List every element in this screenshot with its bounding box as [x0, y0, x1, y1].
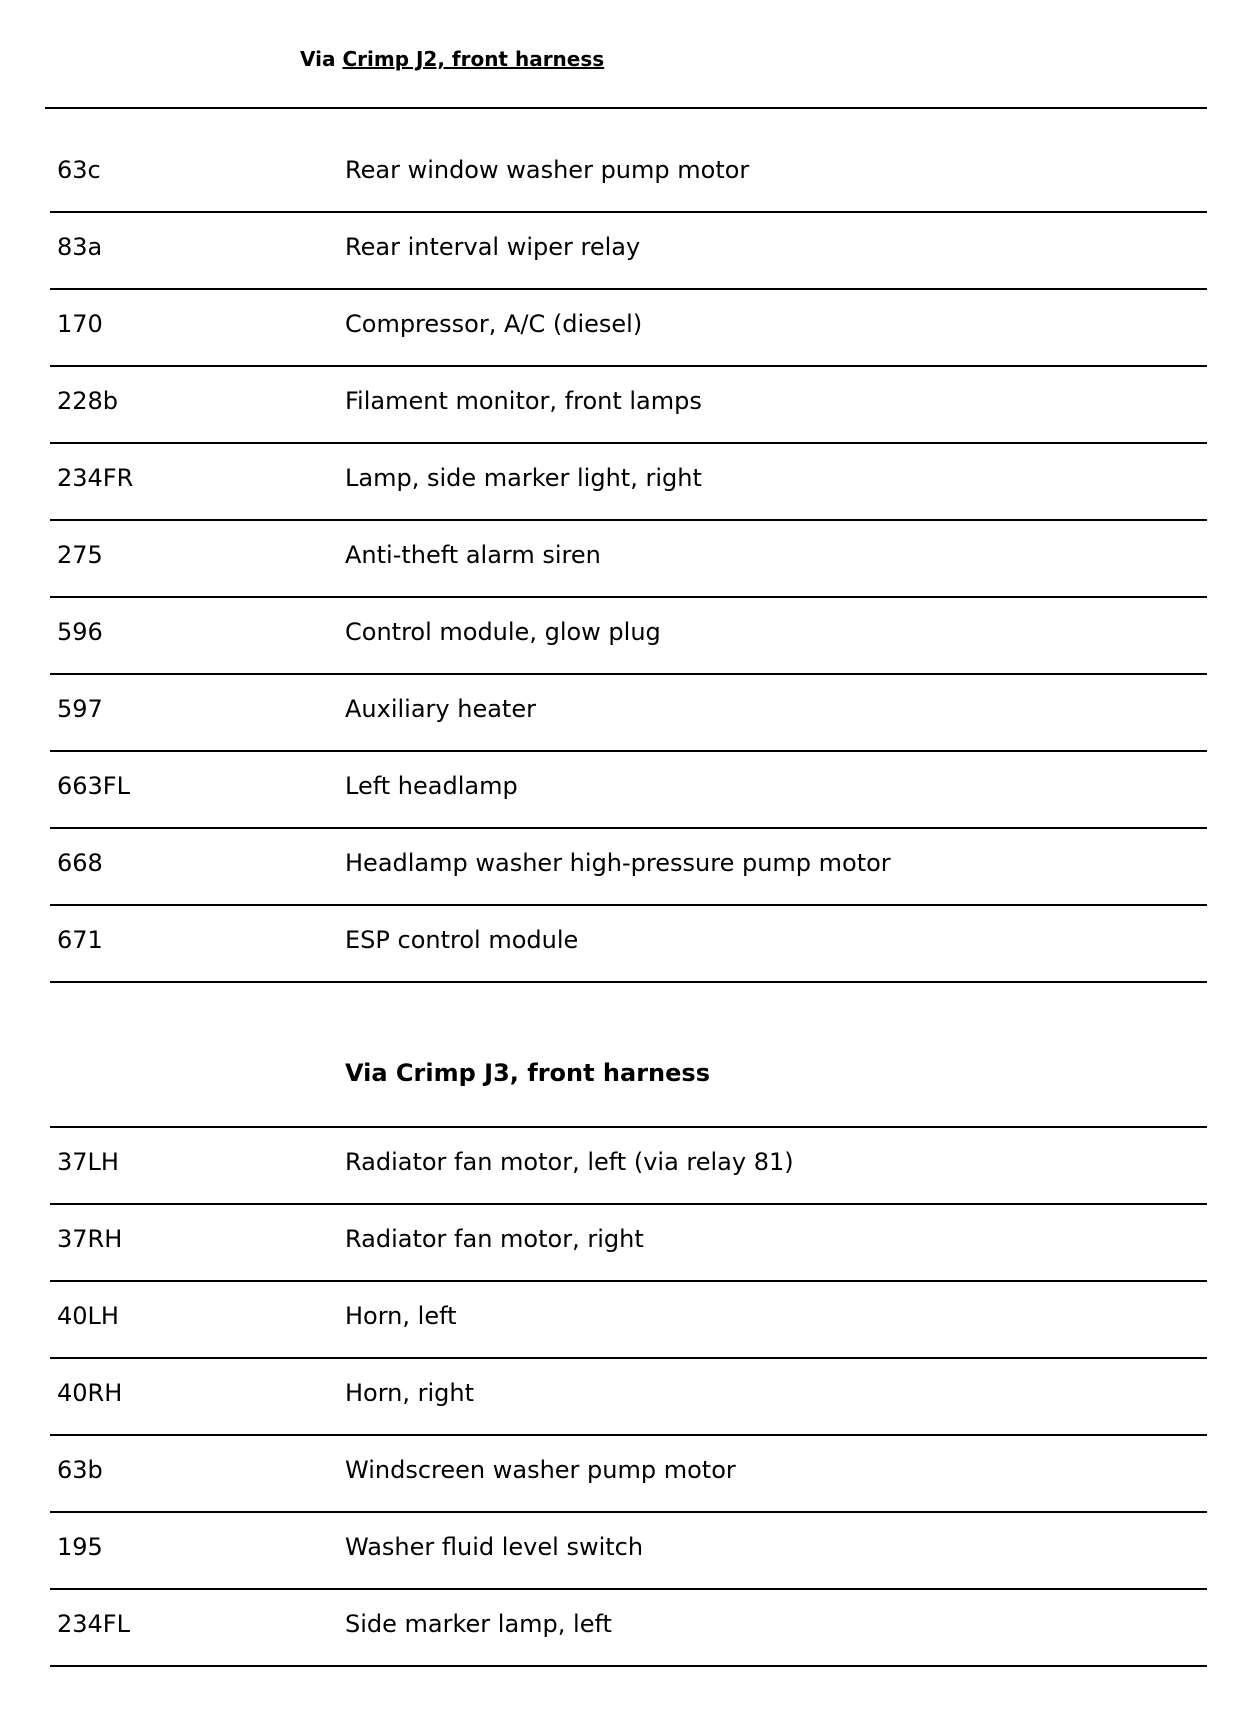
table-row [50, 1436, 1207, 1513]
component-description: Compressor, A/C (diesel) [345, 310, 643, 338]
component-code: 40LH [57, 1302, 119, 1330]
component-code: 228b [57, 387, 119, 415]
table-row [50, 1205, 1207, 1282]
component-description: ESP control module [345, 926, 579, 954]
component-description: Lamp, side marker light, right [345, 464, 702, 492]
component-description: Rear interval wiper relay [345, 233, 641, 261]
table-top-rule-j2 [45, 107, 1207, 109]
component-code: 663FL [57, 772, 130, 800]
table-row [50, 906, 1207, 983]
component-code: 671 [57, 926, 103, 954]
component-description: Anti-theft alarm siren [345, 541, 601, 569]
component-code: 63c [57, 156, 101, 184]
table-row [50, 829, 1207, 906]
section-heading-j2 [300, 47, 604, 71]
table-row [50, 1359, 1207, 1436]
section-heading-prefix: Via [300, 47, 343, 71]
component-code: 37RH [57, 1225, 123, 1253]
component-description: Radiator fan motor, right [345, 1225, 644, 1253]
table-row [50, 1513, 1207, 1590]
component-code: 170 [57, 310, 103, 338]
table-row [50, 136, 1207, 213]
component-code: 234FR [57, 464, 134, 492]
component-description: Auxiliary heater [345, 695, 536, 723]
component-code: 275 [57, 541, 103, 569]
component-description: Rear window washer pump motor [345, 156, 750, 184]
component-description: Left headlamp [345, 772, 518, 800]
component-description: Horn, right [345, 1379, 475, 1407]
component-description: Headlamp washer high-pressure pump motor [345, 849, 891, 877]
table-row [50, 1128, 1207, 1205]
table-row [50, 213, 1207, 290]
component-code: 596 [57, 618, 103, 646]
component-description: Washer fluid level switch [345, 1533, 644, 1561]
component-code: 597 [57, 695, 103, 723]
table-row [50, 1282, 1207, 1359]
table-row [50, 752, 1207, 829]
table-row [50, 367, 1207, 444]
section-heading-link[interactable]: Crimp J2, front harness [342, 47, 605, 71]
table-row [50, 1590, 1207, 1667]
component-code: 63b [57, 1456, 103, 1484]
component-description: Side marker lamp, left [345, 1610, 612, 1638]
component-description: Radiator fan motor, left (via relay 81) [345, 1148, 794, 1176]
table-row [50, 290, 1207, 367]
section-heading-j3: Via Crimp J3, front harness [345, 1059, 710, 1087]
table-row [50, 521, 1207, 598]
component-code: 195 [57, 1533, 103, 1561]
component-code: 40RH [57, 1379, 123, 1407]
component-code: 234FL [57, 1610, 130, 1638]
table-row [50, 675, 1207, 752]
component-description: Windscreen washer pump motor [345, 1456, 736, 1484]
component-code: 83a [57, 233, 103, 261]
component-description: Horn, left [345, 1302, 457, 1330]
component-code: 668 [57, 849, 103, 877]
component-description: Filament monitor, front lamps [345, 387, 702, 415]
table-row [50, 598, 1207, 675]
table-row [50, 444, 1207, 521]
component-code: 37LH [57, 1148, 119, 1176]
component-description: Control module, glow plug [345, 618, 661, 646]
